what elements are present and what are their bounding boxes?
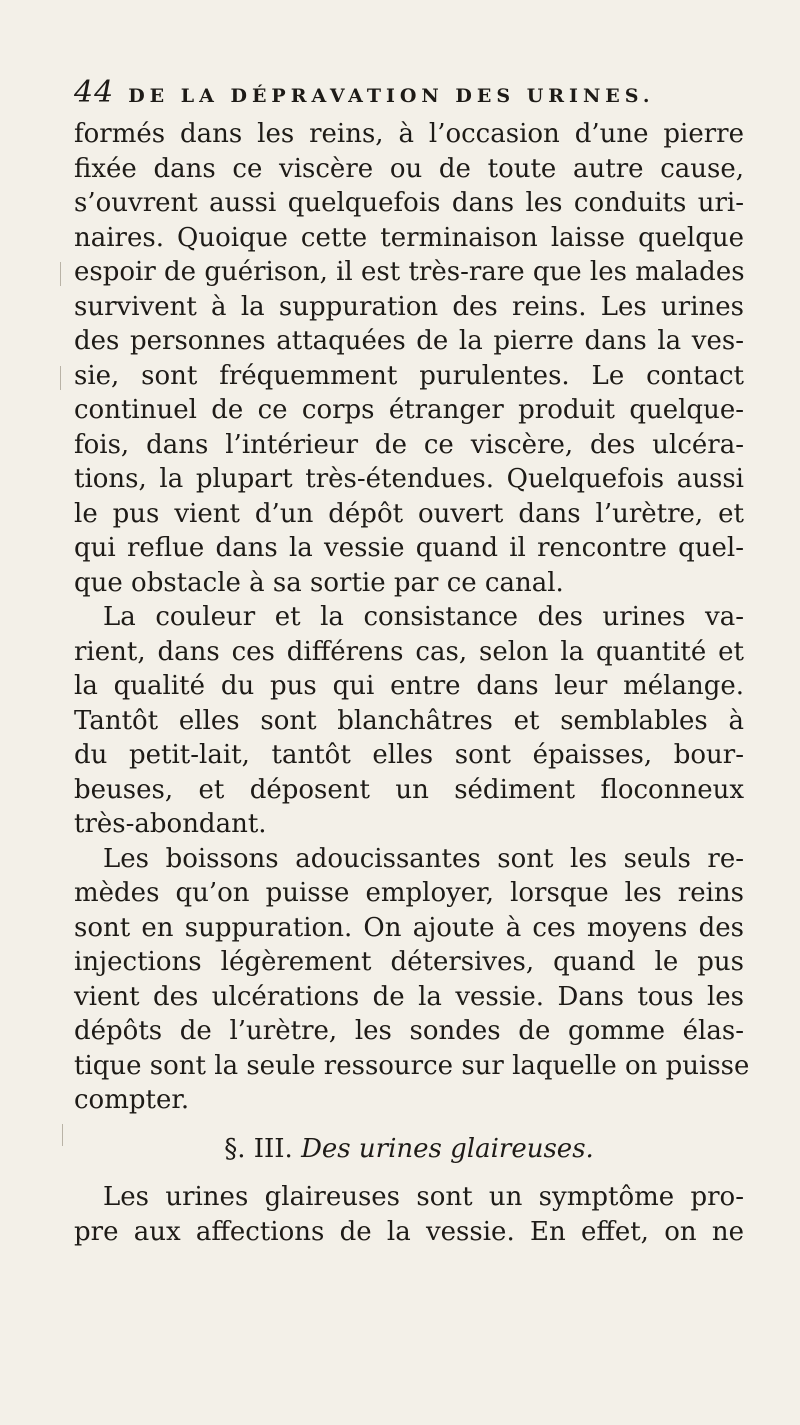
margin-mark xyxy=(60,366,61,390)
text-line: le pus vient d’un dépôt ouvert dans l’urètre, et xyxy=(74,498,744,529)
text-line: vient des ulcérations de la vessie. Dans tous les xyxy=(74,981,744,1012)
section-number: §. III. xyxy=(224,1133,293,1164)
text-line: la qualité du pus qui entre dans leur mélange. xyxy=(74,671,744,701)
text-line: fixée dans ce viscère ou de toute autre cause, xyxy=(74,153,744,184)
paragraph-4 xyxy=(74,1180,744,1249)
text-line: Les urines glaireuses sont un symptôme pro- xyxy=(103,1182,744,1212)
margin-mark xyxy=(60,262,61,286)
text-line: compter. xyxy=(74,1085,190,1115)
text-line: s’ouvrent aussi quelquefois dans les conduits uri- xyxy=(74,188,744,218)
text-line: fois, dans l’intérieur de ce viscère, des ulcéra- xyxy=(74,429,744,460)
text-line: tions, la plupart très-étendues. Quelquefois aussi xyxy=(74,464,744,494)
text-line: mèdes qu’on puisse employer, lorsque les reins xyxy=(74,878,744,908)
section-heading xyxy=(74,1132,744,1167)
paragraph-1 xyxy=(74,117,744,600)
margin-mark xyxy=(62,1124,63,1146)
text-line: dépôts de l’urètre, les sondes de gomme élas- xyxy=(74,1016,744,1046)
text-line: espoir de guérison, il est très-rare que les malades xyxy=(74,257,745,287)
body-text xyxy=(74,117,750,1249)
running-title: DE LA DÉPRAVATION DES URINES. xyxy=(128,85,655,107)
paragraph-2 xyxy=(74,600,744,842)
text-line: qui reflue dans la vessie quand il rencontre quel- xyxy=(74,533,744,563)
text-line: des personnes attaquées de la pierre dans la ves- xyxy=(74,326,744,356)
section-title: Des urines glaireuses. xyxy=(301,1133,594,1164)
text-line: pre aux affections de la vessie. En effet, on ne xyxy=(74,1216,744,1247)
text-line: sont en suppuration. On ajoute à ces moyens des xyxy=(74,912,744,943)
running-head xyxy=(74,75,740,115)
text-line: La couleur et la consistance des urines va- xyxy=(103,602,744,632)
text-line: tique sont la seule ressource sur laquelle on puisse xyxy=(74,1050,750,1081)
text-line: continuel de ce corps étranger produit quelque- xyxy=(74,395,744,425)
text-line: sie, sont fréquemment purulentes. Le contact xyxy=(74,360,744,391)
text-line: très-abondant. xyxy=(74,809,267,839)
text-line: rient, dans ces différens cas, selon la quantité et xyxy=(74,636,744,667)
text-line: que obstacle à sa sortie par ce canal. xyxy=(74,567,564,598)
text-line: beuses, et déposent un sédiment floconneux xyxy=(74,774,744,805)
text-line: Tantôt elles sont blanchâtres et semblables à xyxy=(74,705,744,736)
page-number: 44 xyxy=(74,75,115,110)
text-line: injections légèrement détersives, quand le pus xyxy=(74,947,744,977)
text-line: formés dans les reins, à l’occasion d’une pierre xyxy=(74,119,744,149)
text-line: naires. Quoique cette terminaison laisse quelque xyxy=(74,222,744,253)
text-line: survivent à la suppuration des reins. Les urines xyxy=(74,291,744,322)
text-line: Les boissons adoucissantes sont les seuls re- xyxy=(103,843,744,874)
text-line: du petit-lait, tantôt elles sont épaisses, bour- xyxy=(74,740,744,770)
paragraph-3 xyxy=(74,842,750,1118)
